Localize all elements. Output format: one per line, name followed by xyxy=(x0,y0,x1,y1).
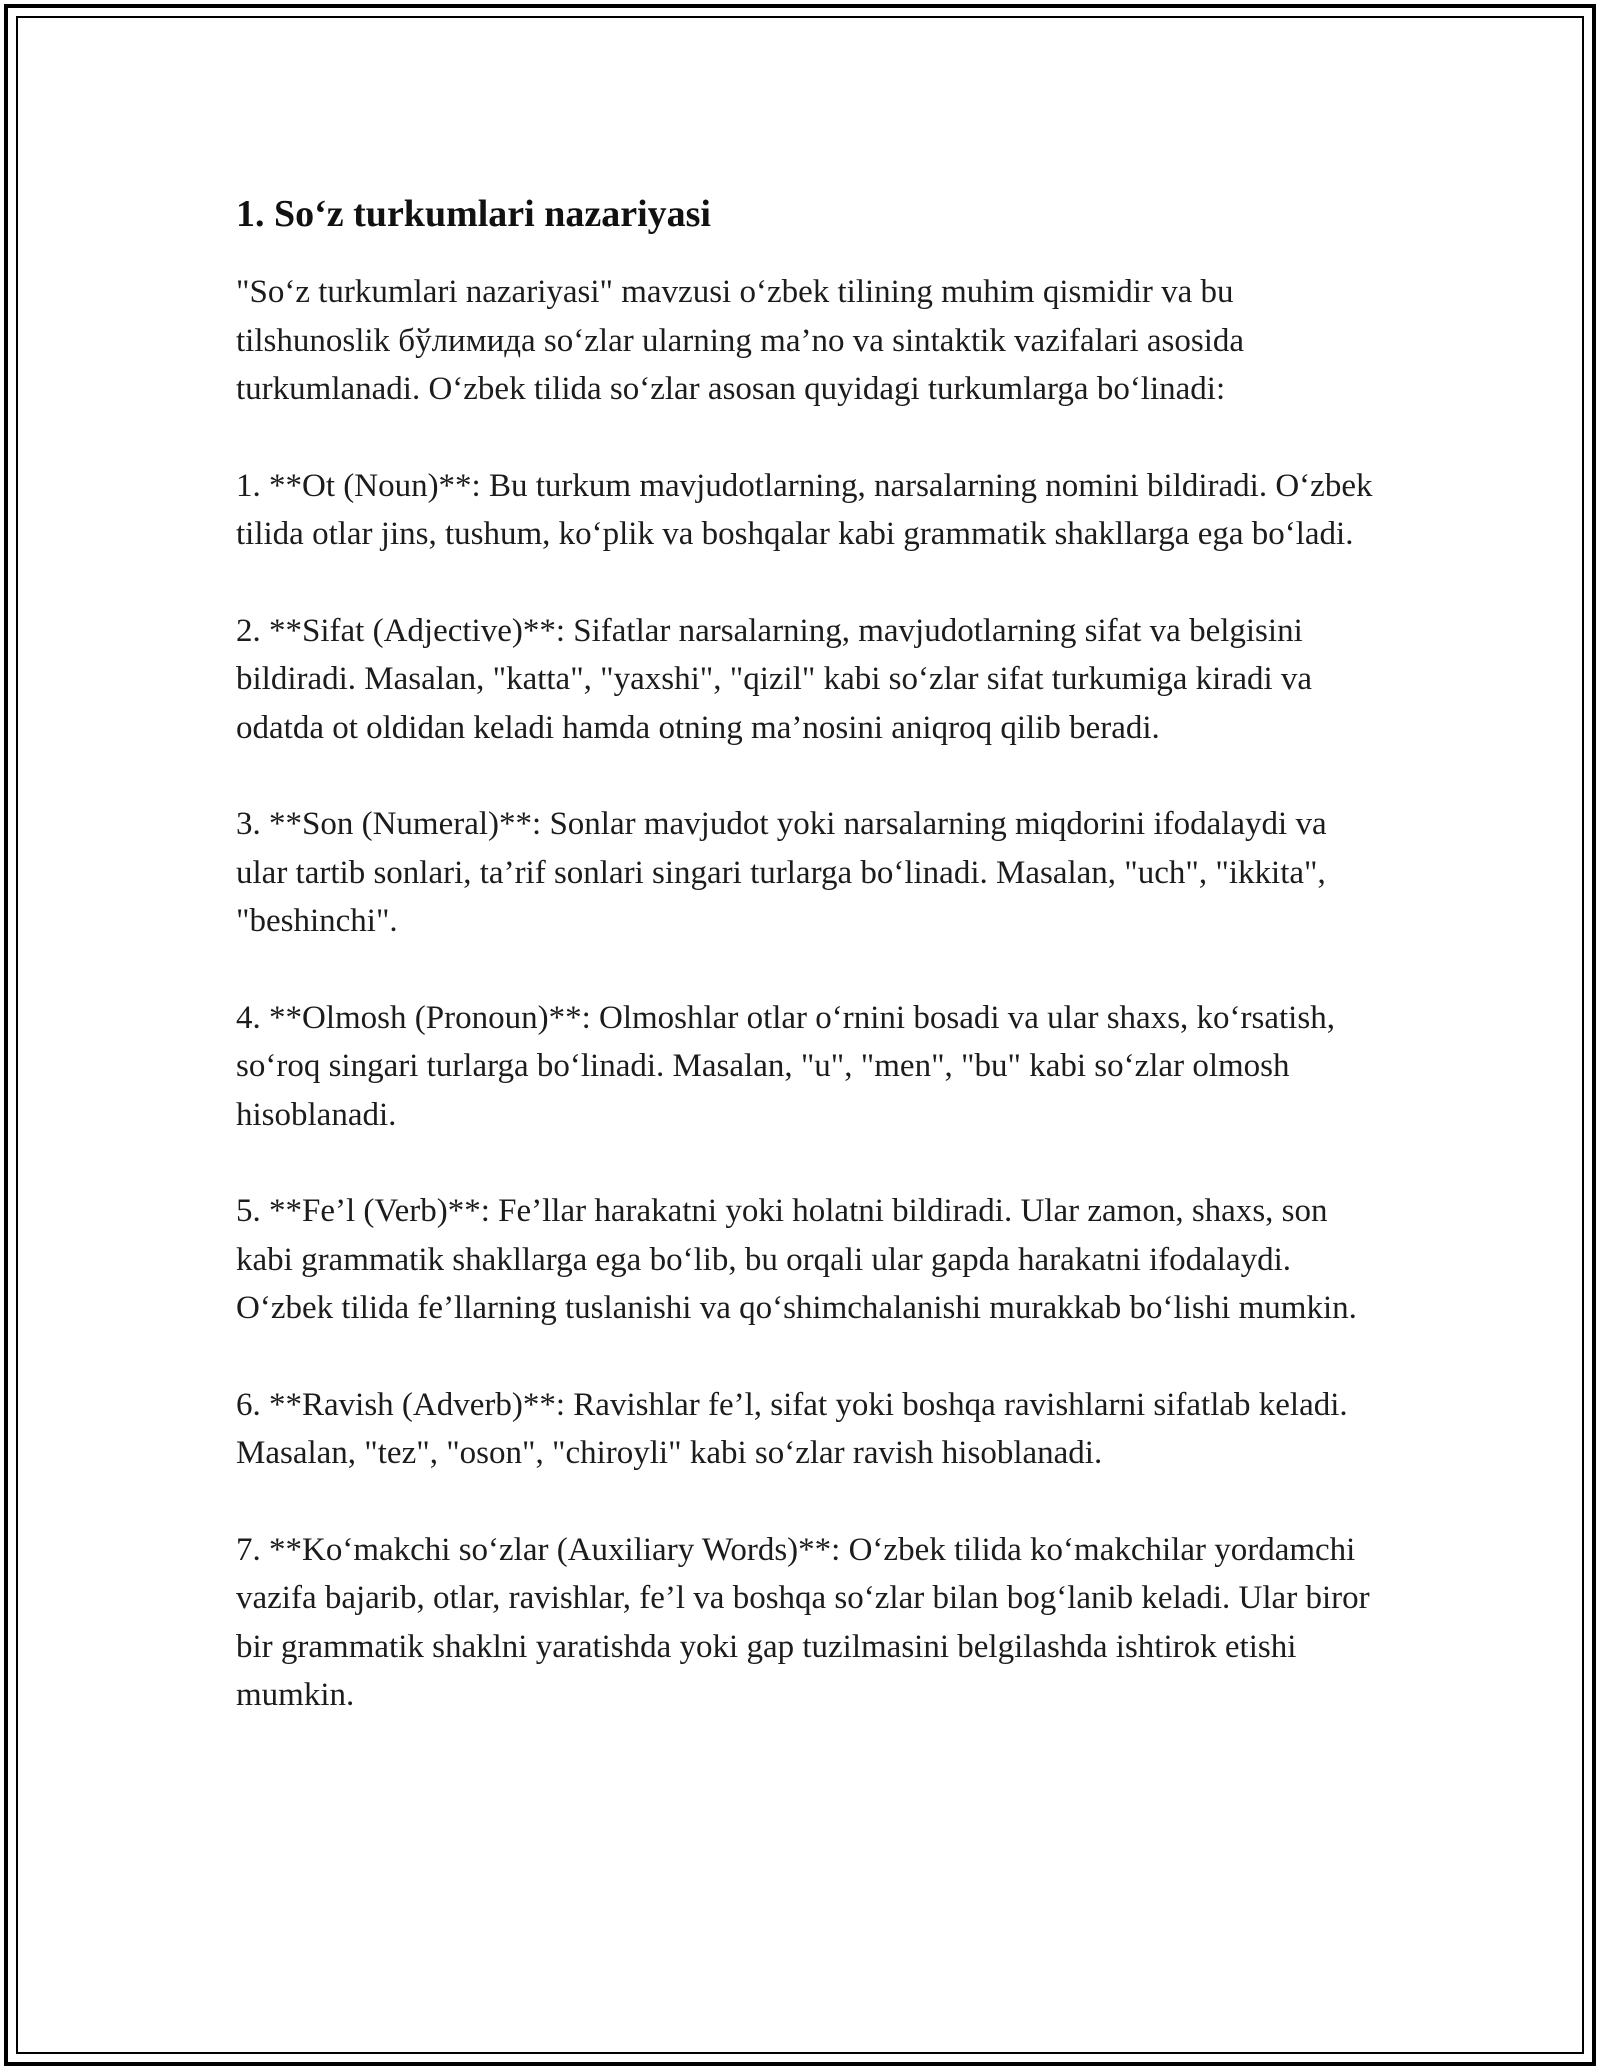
paragraph-noun: 1. **Ot (Noun)**: Bu turkum mavjudotlarning, narsalarning nomini bildiradi. O‘zbek tilida otlar jins, tushum, ko‘plik va boshqalar kabi grammatik shakllarga ega bo‘ladi. xyxy=(236,467,1373,552)
paragraph-pronoun: 4. **Olmosh (Pronoun)**: Olmoshlar otlar o‘rnini bosadi va ular shaxs, ko‘rsatish, so‘roq singari turlarga bo‘linadi. Masalan, "u", "men", "bu" kabi so‘zlar olmosh hisoblanadi. xyxy=(236,999,1335,1133)
paragraph-verb: 5. **Fe’l (Verb)**: Fe’llar harakatni yoki holatni bildiradi. Ular zamon, shaxs, son kabi grammatik shakllarga ega bo‘lib, bu orqali ular gapda harakatni ifodalaydi. O‘zbek tilida fe’llarning tuslanishi va qo‘shimchalanishi murakkab bo‘lishi mumkin. xyxy=(236,1193,1357,1326)
document-title: 1. So‘z turkumlari nazariyasi xyxy=(236,193,711,235)
paragraph-adverb: 6. **Ravish (Adverb)**: Ravishlar fe’l, sifat yoki boshqa ravishlarni sifatlab keladi. Masalan, "tez", "oson", "chiroyli" kabi so‘zlar ravish hisoblanadi. xyxy=(236,1386,1348,1471)
paragraph-adjective: 2. **Sifat (Adjective)**: Sifatlar narsalarning, mavjudotlarning sifat va belgisini bildiradi. Masalan, "katta", "yaxshi", "qizil" kabi so‘zlar sifat turkumiga kiradi va odatda ot oldidan keladi hamda otning ma’nosini aniqroq qilib beradi. xyxy=(236,612,1313,746)
intro-paragraph: "So‘z turkumlari nazariyasi" mavzusi o‘zbek tilining muhim qismidir va bu tilshunoslik бўлимида so‘zlar ularning ma’no va sintaktik vazifalari asosida turkumlanadi. O‘zbek tilida so‘zlar asosan quyidagi turkumlarga bo‘linadi: xyxy=(236,274,1245,407)
document-body xyxy=(236,190,1376,1768)
paragraph-auxiliary: 7. **Ko‘makchi so‘zlar (Auxiliary Words)**: O‘zbek tilida ko‘makchilar yordamchi vazifa bajarib, otlar, ravishlar, fe’l va boshqa so‘zlar bilan bog‘lanib keladi. Ular biror bir grammatik shaklni yaratishda yoki gap tuzilmasini belgilashda ishtirok etishi mumkin. xyxy=(236,1531,1370,1713)
paragraph-numeral: 3. **Son (Numeral)**: Sonlar mavjudot yoki narsalarning miqdorini ifodalaydi va ular tartib sonlari, ta’rif sonlari singari turlarga bo‘linadi. Masalan, "uch", "ikkita", "beshinchi". xyxy=(236,806,1327,939)
